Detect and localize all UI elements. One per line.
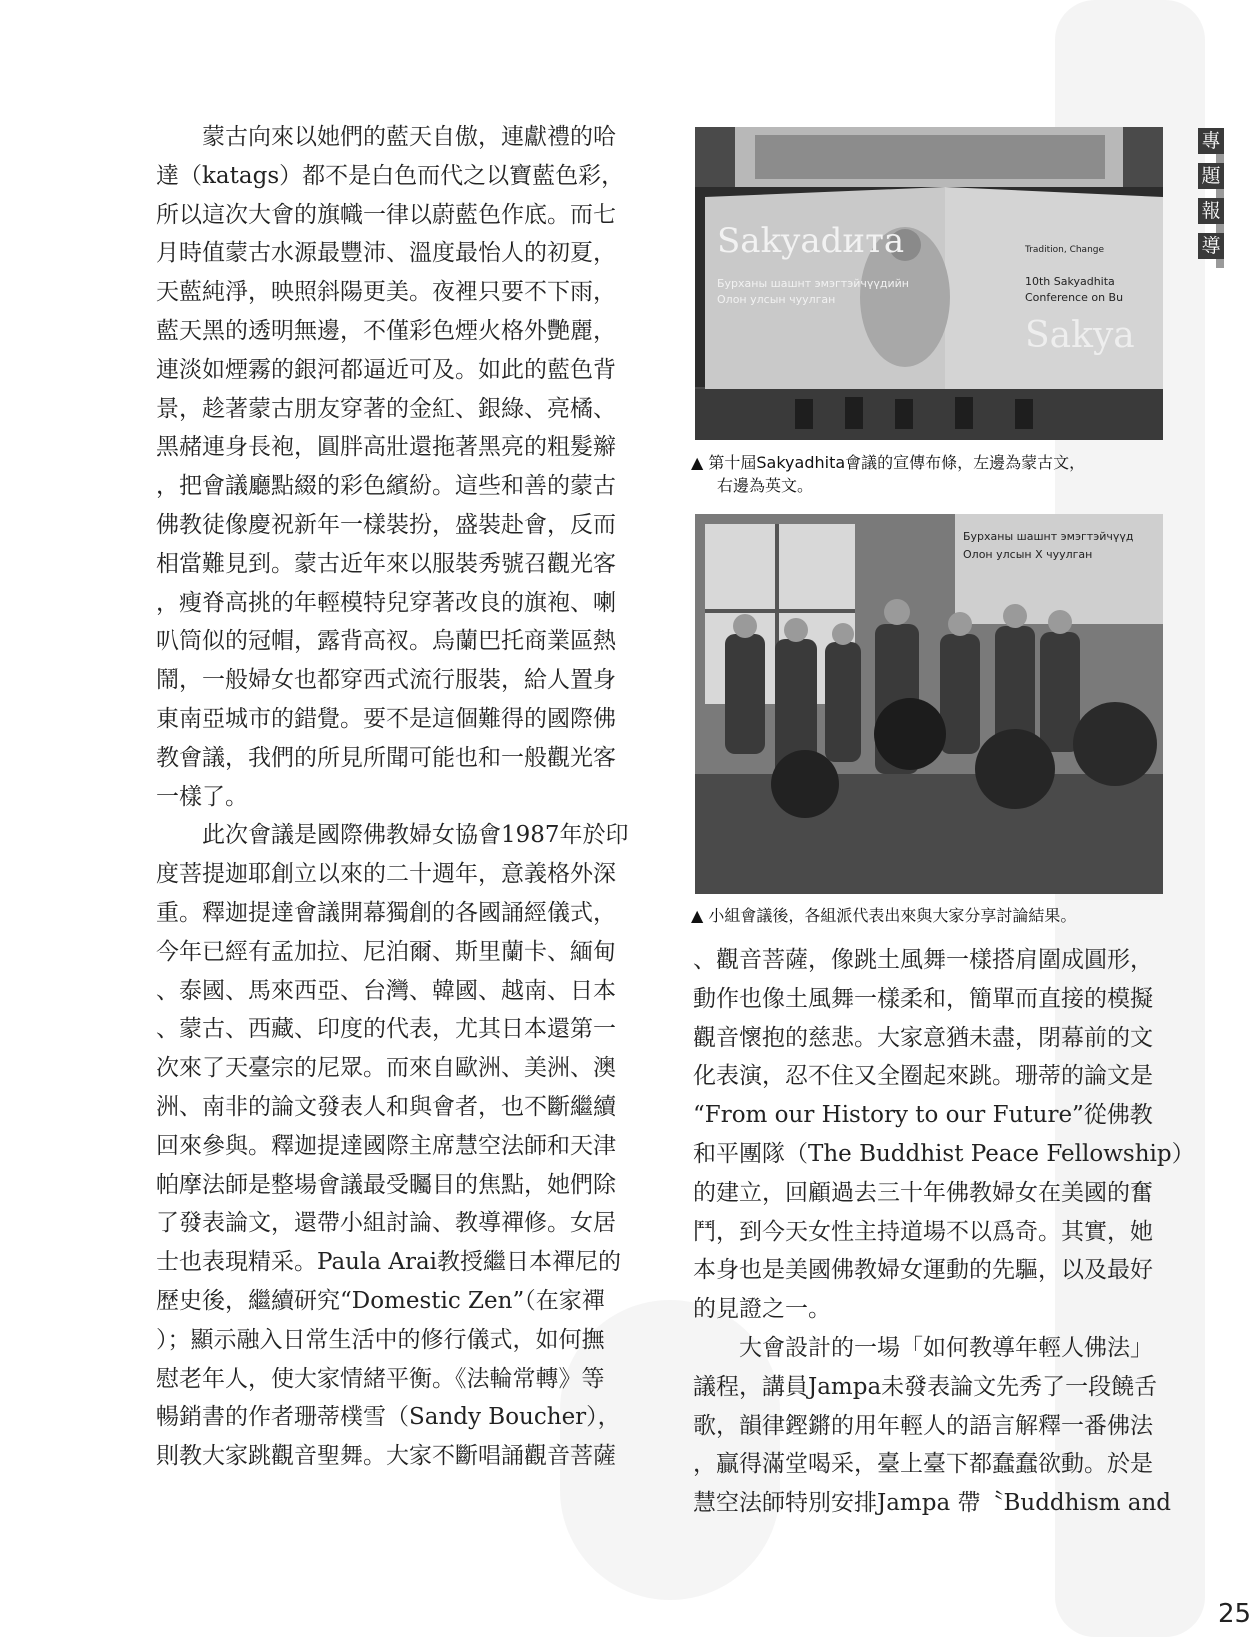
text-line: 東南亞城市的錯覺。要不是這個難得的國際佛 xyxy=(156,705,616,732)
text-line: 今年已經有孟加拉、尼泊爾、斯里蘭卡、緬甸 xyxy=(156,938,616,965)
conference-banner-photo xyxy=(695,127,1163,440)
photo-caption: ▲ 小組會議後，各組派代表出來與大家分享討論結果。 xyxy=(691,906,1077,925)
text-line: 回來參與。釋迦提達國際主席慧空法師和天津 xyxy=(156,1132,616,1159)
text-line: 和平團隊（The Buddhist Peace Fellowship） xyxy=(693,1140,1195,1167)
page-number: 25 xyxy=(1218,1599,1252,1629)
group-discussion-photo xyxy=(695,514,1163,894)
text-line: 連淡如煙霧的銀河都逼近可及。如此的藍色背 xyxy=(156,356,616,383)
text-line: 佛教徒像慶祝新年一樣裝扮，盛裝赴會，反而 xyxy=(156,511,616,538)
caption-line: 右邊為英文。 xyxy=(717,476,814,495)
section-tab-char: 報 xyxy=(1198,198,1224,224)
text-line: 慰老年人，使大家情緒平衡。《法輪常轉》等 xyxy=(156,1365,605,1392)
banner-text: Олон улсын чуулган xyxy=(717,293,836,306)
text-line: 歌，韻律鏗鏘的用年輕人的語言解釋一番佛法 xyxy=(693,1412,1153,1439)
text-line: 叭筒似的冠帽，露背高衩。烏蘭巴托商業區熱 xyxy=(156,628,616,655)
section-tab xyxy=(1198,128,1226,268)
text-line: 觀音懷抱的慈悲。大家意猶未盡，閉幕前的文 xyxy=(693,1024,1153,1051)
banner-text: 10th Sakyadhita xyxy=(1025,275,1115,288)
text-line: 月時值蒙古水源最豐沛、溫度最怡人的初夏， xyxy=(156,240,616,267)
text-line: 、泰國、馬來西亞、台灣、韓國、越南、日本 xyxy=(156,977,616,1004)
section-tab-char: 題 xyxy=(1198,163,1224,189)
banner-title-left: Sakyadита xyxy=(717,221,905,261)
text-line: 鬧，一般婦女也都穿西式流行服裝，給人置身 xyxy=(156,667,616,694)
section-tab-char: 導 xyxy=(1198,233,1224,259)
text-line: 本身也是美國佛教婦女運動的先驅，以及最好 xyxy=(693,1257,1153,1284)
text-line: 相當難見到。蒙古近年來以服裝秀號召觀光客 xyxy=(156,550,616,577)
text-line: ，瘦脊高挑的年輕模特兒穿著改良的旗袍、喇 xyxy=(156,589,616,616)
text-line: 大會設計的一場「如何教導年輕人佛法」 xyxy=(693,1334,1153,1361)
photo-caption xyxy=(691,451,1171,497)
banner-text: Tradition, Change xyxy=(1025,245,1105,255)
banner-text: Бурханы шашнт эмэгтэйчүүд xyxy=(963,530,1134,543)
text-line: 天藍純淨，映照斜陽更美。夜裡只要不下雨， xyxy=(156,279,616,306)
text-line: 了發表論文，還帶小組討論、教導禪修。女居 xyxy=(156,1210,616,1237)
text-line: 帕摩法師是整場會議最受矚目的焦點，她們除 xyxy=(156,1171,616,1198)
text-line: ，贏得滿堂喝采，臺上臺下都蠢蠢欲動。於是 xyxy=(693,1451,1153,1478)
right-text-column xyxy=(693,941,1195,1523)
text-line: 鬥，到今天女性主持道場不以爲奇。其實，她 xyxy=(693,1218,1153,1245)
text-line: 則教大家跳觀音聖舞。大家不斷唱誦觀音菩薩 xyxy=(156,1443,616,1470)
text-line: 洲、南非的論文發表人和與會者，也不斷繼續 xyxy=(156,1093,616,1120)
text-line: 、觀音菩薩，像跳土風舞一樣搭肩圍成圓形， xyxy=(693,947,1153,973)
text-line: ）；顯示融入日常生活中的修行儀式，如何撫 xyxy=(156,1326,605,1353)
text-line: 、蒙古、西藏、印度的代表，尤其日本還第一 xyxy=(156,1016,616,1043)
banner-logo-right: Sakya xyxy=(1025,315,1135,356)
text-line: 士也表現精采。Paula Arai教授繼日本禪尼的 xyxy=(156,1249,622,1276)
text-line: 此次會議是國際佛教婦女協會1987年於印 xyxy=(156,822,629,849)
left-text-column xyxy=(156,118,629,1476)
text-line: 一樣了。 xyxy=(156,783,248,810)
text-line: 動作也像土風舞一樣柔和，簡單而直接的模擬 xyxy=(693,985,1153,1012)
text-line: 教會議，我們的所見所聞可能也和一般觀光客 xyxy=(156,744,616,771)
text-line: 化表演，忍不住又全圈起來跳。珊蒂的論文是 xyxy=(693,1063,1153,1090)
text-line: 慧空法師特別安排Jampa 帶〝Buddhism and xyxy=(693,1490,1171,1517)
text-line: 所以這次大會的旗幟一律以蔚藍色作底。而七 xyxy=(156,201,616,228)
text-line: 議程，講員Jampa未發表論文先秀了一段饒舌 xyxy=(693,1373,1158,1400)
text-line: 的建立，回顧過去三十年佛教婦女在美國的奮 xyxy=(693,1179,1153,1206)
text-line: 歷史後，繼續研究“Domestic Zen”（在家禪 xyxy=(156,1287,605,1314)
banner-text: Олон улсын Х чуулган xyxy=(963,548,1093,561)
text-line: 重。釋迦提達會議開幕獨創的各國誦經儀式， xyxy=(156,899,616,926)
text-line: 暢銷書的作者珊蒂樸雪（Sandy Boucher）， xyxy=(156,1404,621,1431)
text-line: 蒙古向來以她們的藍天自傲，連獻禮的哈 xyxy=(156,124,616,150)
banner-text: Conference on Bu xyxy=(1025,291,1124,304)
text-line: “From our History to our Future”從佛教 xyxy=(693,1102,1153,1129)
text-line: 景，趁著蒙古朋友穿著的金紅、銀綠、亮橘、 xyxy=(156,395,616,422)
banner-text: Бурханы шашнт эмэгтэйчүүдийн xyxy=(717,277,909,290)
text-line: 的見證之一。 xyxy=(693,1296,831,1323)
section-tab-char: 專 xyxy=(1198,128,1224,154)
text-line: 藍天黑的透明無邊，不僅彩色煙火格外艷麗， xyxy=(156,317,616,344)
text-line: 黑赭連身長袍，圓胖高壯還拖著黑亮的粗髮辮 xyxy=(156,434,616,461)
caption-line: ▲ 第十屆Sakyadhita會議的宣傳布條，左邊為蒙古文， xyxy=(691,453,1086,472)
text-line: 次來了天臺宗的尼眾。而來自歐洲、美洲、澳 xyxy=(156,1055,616,1082)
text-line: ，把會議廳點綴的彩色繽紛。這些和善的蒙古 xyxy=(156,473,616,500)
group-photo-illustration xyxy=(695,514,1163,894)
text-line: 度菩提迦耶創立以來的二十週年，意義格外深 xyxy=(156,861,616,888)
banner-photo-illustration xyxy=(695,127,1163,440)
text-line: 達（katags）都不是白色而代之以寶藍色彩， xyxy=(156,162,625,189)
